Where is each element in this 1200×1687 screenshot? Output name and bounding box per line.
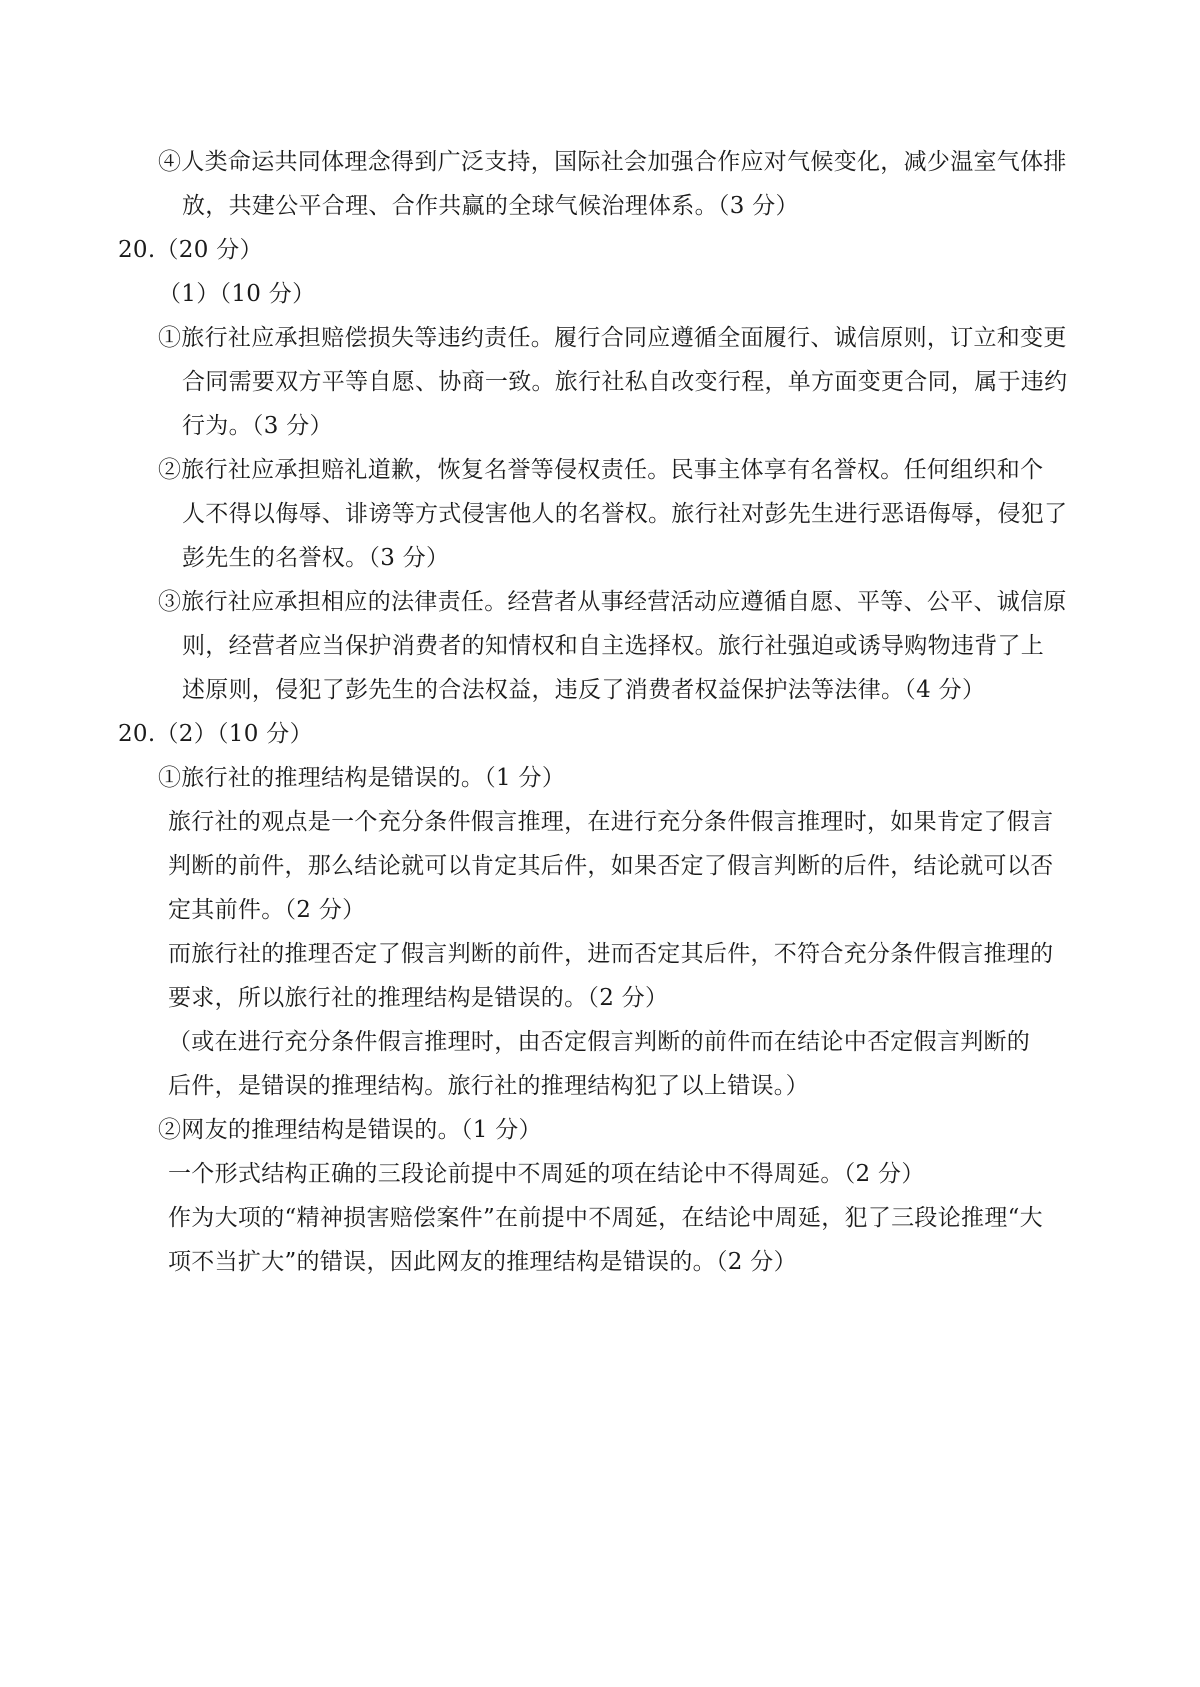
reasoning-1-para-1-line-3: 定其前件。（2 分） (168, 897, 366, 923)
reasoning-2-heading: ②网友的推理结构是错误的。（1 分） (158, 1117, 542, 1143)
sub-question-1-heading: （1）（10 分） (158, 281, 316, 307)
reasoning-1-para-1-line-2: 判断的前件，那么结论就可以肯定其后件，如果否定了假言判断的后件，结论就可以否 (168, 853, 1054, 879)
answer-item-2-line-2: 人不得以侮辱、诽谤等方式侵害他人的名誉权。旅行社对彭先生进行恶语侮辱，侵犯了 (182, 501, 1068, 527)
answer-item-4-line-2: 放，共建公平合理、合作共赢的全球气候治理体系。（3 分） (182, 193, 799, 219)
answer-item-1-line-1: ①旅行社应承担赔偿损失等违约责任。履行合同应遵循全面履行、诚信原则，订立和变更 (158, 325, 1067, 351)
reasoning-1-para-2-line-1: 而旅行社的推理否定了假言判断的前件，进而否定其后件，不符合充分条件假言推理的 (168, 941, 1054, 967)
reasoning-1-note-line-1: （或在进行充分条件假言推理时，由否定假言判断的前件而在结论中否定假言判断的 (168, 1029, 1031, 1055)
question-20-heading: 20.（20 分） (118, 237, 263, 263)
reasoning-2-para-2-line-1: 作为大项的“精神损害赔偿案件”在前提中不周延，在结论中周延，犯了三段论推理“大 (168, 1205, 1043, 1231)
reasoning-1-para-2-line-2: 要求，所以旅行社的推理结构是错误的。（2 分） (168, 985, 669, 1011)
reasoning-2-para-2-line-2: 项不当扩大”的错误，因此网友的推理结构是错误的。（2 分） (168, 1249, 797, 1275)
reasoning-1-heading: ①旅行社的推理结构是错误的。（1 分） (158, 765, 566, 791)
answer-item-3-line-3: 述原则，侵犯了彭先生的合法权益，违反了消费者权益保护法等法律。（4 分） (182, 677, 986, 703)
answer-item-3-line-2: 则，经营者应当保护消费者的知情权和自主选择权。旅行社强迫或诱导购物违背了上 (182, 633, 1045, 659)
answer-item-2-line-1: ②旅行社应承担赔礼道歉，恢复名誉等侵权责任。民事主体享有名誉权。任何组织和个 (158, 457, 1044, 483)
reasoning-2-para-1: 一个形式结构正确的三段论前提中不周延的项在结论中不得周延。（2 分） (168, 1161, 925, 1187)
reasoning-1-note-line-2: 后件，是错误的推理结构。旅行社的推理结构犯了以上错误。） (168, 1073, 809, 1099)
answer-item-1-line-3: 行为。（3 分） (182, 413, 333, 439)
answer-item-3-line-1: ③旅行社应承担相应的法律责任。经营者从事经营活动应遵循自愿、平等、公平、诚信原 (158, 589, 1067, 615)
answer-item-4-line-1: ④人类命运共同体理念得到广泛支持，国际社会加强合作应对气候变化，减少温室气体排 (158, 149, 1067, 175)
answer-item-2-line-3: 彭先生的名誉权。（3 分） (182, 545, 450, 571)
reasoning-1-para-1-line-1: 旅行社的观点是一个充分条件假言推理，在进行充分条件假言推理时，如果肯定了假言 (168, 809, 1054, 835)
question-20-2-heading: 20.（2）（10 分） (118, 721, 313, 747)
answer-item-1-line-2: 合同需要双方平等自愿、协商一致。旅行社私自改变行程，单方面变更合同，属于违约 (182, 369, 1068, 395)
